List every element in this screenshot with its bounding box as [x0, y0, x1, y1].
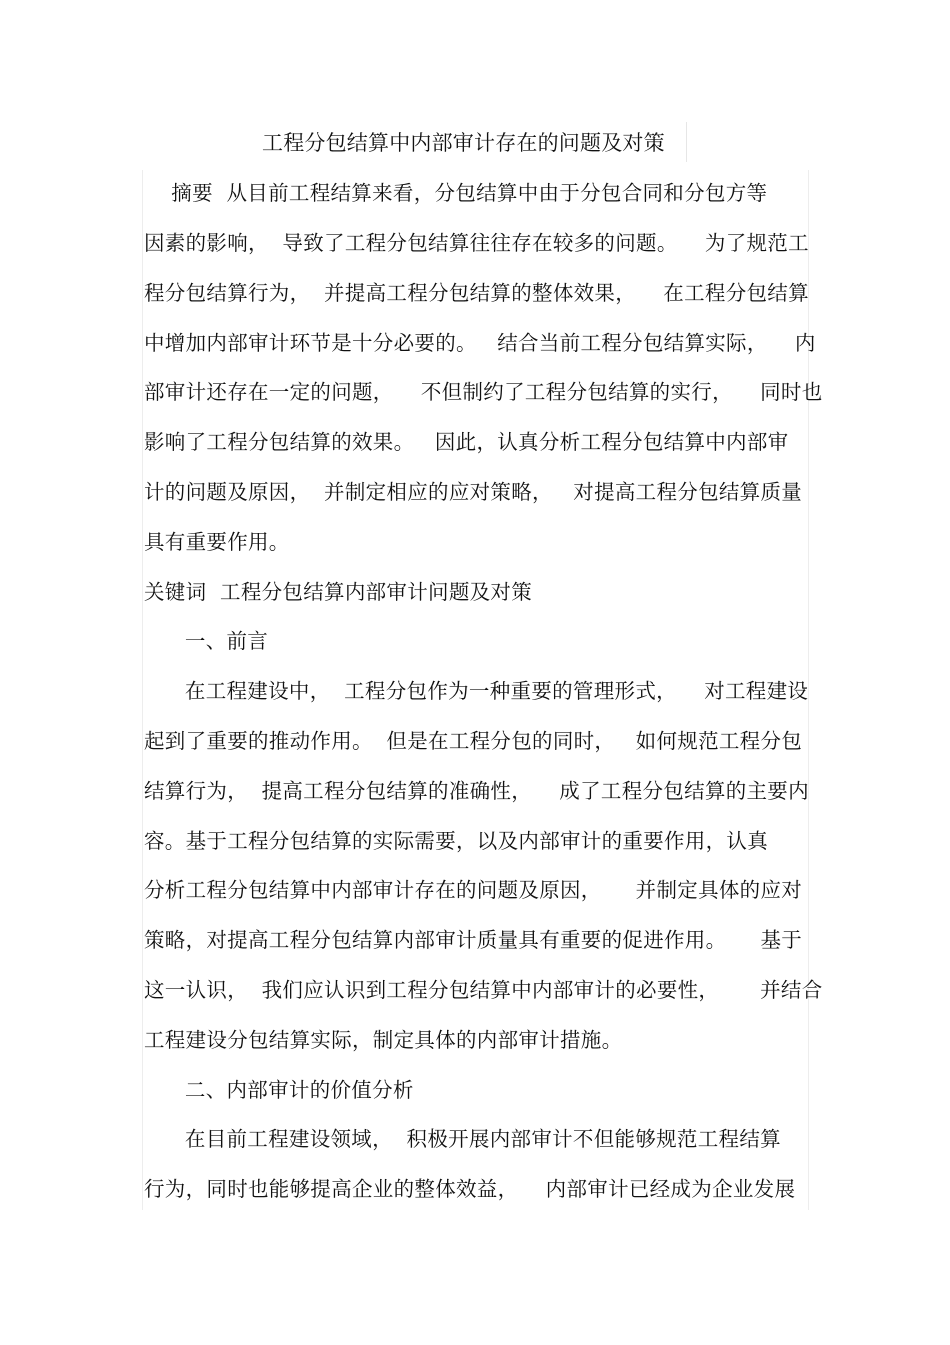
- text-line: 在工程建设中， 工程分包作为一种重要的管理形式， 对工程建设: [144, 679, 809, 703]
- text-line: 这一认识， 我们应认识到工程分包结算中内部审计的必要性， 并结合: [144, 978, 823, 1002]
- text-line: 行为，同时也能够提高企业的整体效益， 内部审计已经成为企业发展: [144, 1177, 796, 1201]
- text-line: 摘要 从目前工程结算来看，分包结算中由于分包合同和分包方等: [144, 181, 768, 205]
- text-line: 结算行为， 提高工程分包结算的准确性， 成了工程分包结算的主要内: [144, 779, 809, 803]
- keywords-line: 关键词 工程分包结算内部审计问题及对策: [144, 580, 533, 604]
- text-line: 分析工程分包结算中内部审计存在的问题及原因， 并制定具体的应对: [144, 878, 803, 902]
- text-line: 容。基于工程分包结算的实际需要，以及内部审计的重要作用，认真: [144, 829, 768, 853]
- text-line: 工程建设分包结算实际，制定具体的内部审计措施。: [144, 1028, 623, 1052]
- text-line: 起到了重要的推动作用。 但是在工程分包的同时， 如何规范工程分包: [144, 729, 803, 753]
- section-heading: 一、前言: [144, 629, 269, 653]
- text-line: 在目前工程建设领域， 积极开展内部审计不但能够规范工程结算: [144, 1127, 781, 1151]
- text-line: 程分包结算行为， 并提高工程分包结算的整体效果， 在工程分包结算: [144, 281, 809, 305]
- section-heading: 二、内部审计的价值分析: [144, 1078, 414, 1102]
- text-line: 部审计还存在一定的问题， 不但制约了工程分包结算的实行， 同时也: [144, 380, 823, 404]
- document-title: 工程分包结算中内部审计存在的问题及对策: [262, 131, 665, 155]
- text-line: 具有重要作用。: [144, 530, 290, 554]
- text-line: 中增加内部审计环节是十分必要的。 结合当前工程分包结算实际， 内: [144, 331, 816, 355]
- text-line: 影响了工程分包结算的效果。 因此，认真分析工程分包结算中内部审: [144, 430, 789, 454]
- text-line: 因素的影响， 导致了工程分包结算往往存在较多的问题。 为了规范工: [144, 231, 809, 255]
- text-line: 策略，对提高工程分包结算内部审计质量具有重要的促进作用。 基于: [144, 928, 803, 952]
- text-line: 计的问题及原因， 并制定相应的应对策略， 对提高工程分包结算质量: [144, 480, 803, 504]
